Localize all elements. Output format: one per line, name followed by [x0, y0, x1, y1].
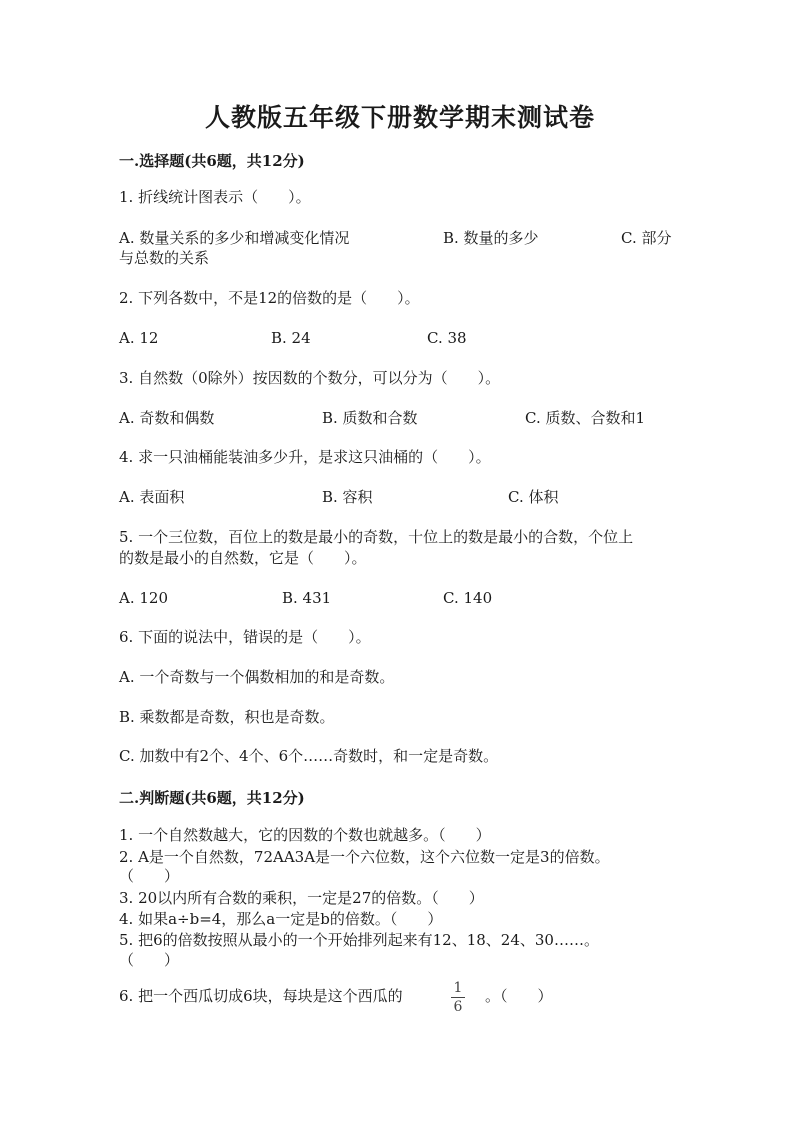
- section2-heading: 二.判断题(共6题，共12分): [119, 789, 305, 807]
- q4-option-c: C. 体积: [508, 488, 559, 506]
- tf-question-4: 4. 如果a÷b=4，那么a一定是b的倍数。（ ）: [119, 910, 443, 928]
- question-5-continued: 的数是最小的自然数，它是（ ）。: [119, 549, 367, 567]
- q5-option-a: A. 120: [119, 589, 168, 607]
- q3-option-b: B. 质数和合数: [322, 409, 418, 427]
- page-title: 人教版五年级下册数学期末测试卷: [204, 103, 595, 132]
- q4-option-a: A. 表面积: [119, 488, 185, 506]
- q2-option-c: C. 38: [427, 329, 467, 347]
- question-5: 5. 一个三位数，百位上的数是最小的奇数，十位上的数是最小的合数，个位上: [119, 528, 634, 546]
- question-2: 2. 下列各数中，不是12的倍数的是（ ）。: [119, 289, 420, 307]
- question-4: 4. 求一只油桶能装油多少升，是求这只油桶的（ ）。: [119, 448, 491, 466]
- tf-question-2: 2. A是一个自然数，72AA3A是一个六位数，这个六位数一定是3的倍数。: [119, 848, 610, 866]
- q3-option-c: C. 质数、合数和1: [525, 409, 646, 427]
- section1-heading: 一.选择题(共6题，共12分): [119, 152, 305, 170]
- fraction-numerator: 1: [453, 980, 463, 996]
- fraction-bar: [451, 997, 465, 998]
- fraction-one-sixth: [448, 980, 468, 1015]
- q1-option-b: B. 数量的多少: [443, 229, 539, 247]
- q6-option-b: B. 乘数都是奇数，积也是奇数。: [119, 708, 335, 726]
- q6-option-a: A. 一个奇数与一个偶数相加的和是奇数。: [119, 668, 395, 686]
- question-6: 6. 下面的说法中，错误的是（ ）。: [119, 628, 371, 646]
- question-1: 1. 折线统计图表示（ ）。: [119, 188, 311, 206]
- tf-question-6-bracket: 。（ ）: [485, 987, 553, 1005]
- q1-option-c: C. 部分: [621, 229, 672, 247]
- q1-option-c-continued: 与总数的关系: [119, 249, 210, 267]
- q5-option-c: C. 140: [443, 589, 493, 607]
- tf-question-5-bracket: （ ）: [119, 951, 180, 969]
- q2-option-a: A. 12: [119, 329, 159, 347]
- fraction-denominator: 6: [453, 999, 463, 1015]
- tf-question-6: 6. 把一个西瓜切成6块，每块是这个西瓜的: [119, 987, 403, 1005]
- question-3: 3. 自然数（0除外）按因数的个数分，可以分为（ ）。: [119, 369, 501, 387]
- q6-option-c: C. 加数中有2个、4个、6个……奇数时，和一定是奇数。: [119, 747, 499, 765]
- q5-option-b: B. 431: [282, 589, 332, 607]
- q2-option-b: B. 24: [271, 329, 311, 347]
- tf-question-2-bracket: （ ）: [119, 867, 180, 885]
- q1-option-a: A. 数量关系的多少和增减变化情况: [119, 229, 350, 247]
- q4-option-b: B. 容积: [322, 488, 373, 506]
- q3-option-a: A. 奇数和偶数: [119, 409, 215, 427]
- tf-question-3: 3. 20以内所有合数的乘积，一定是27的倍数。（ ）: [119, 889, 484, 907]
- tf-question-5: 5. 把6的倍数按照从最小的一个开始排列起来有12、18、24、30……。: [119, 931, 599, 949]
- tf-question-1: 1. 一个自然数越大，它的因数的个数也就越多。（ ）: [119, 826, 491, 844]
